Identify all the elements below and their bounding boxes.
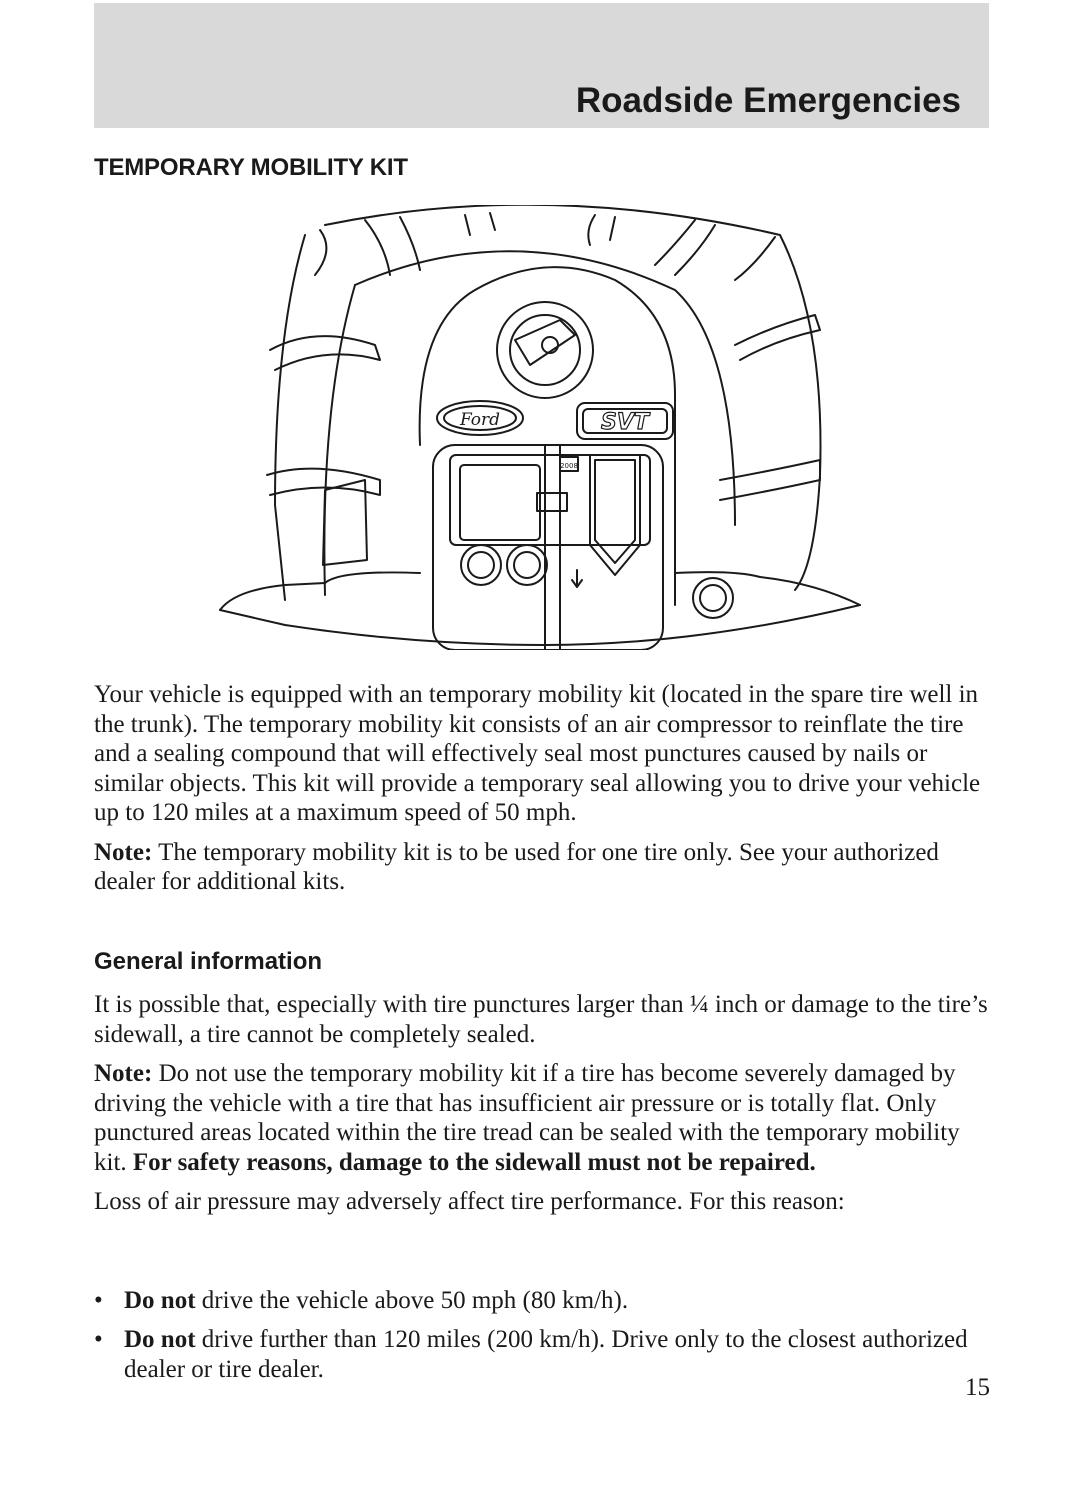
general-note <box>94 1059 994 1177</box>
note-text: The temporary mobility kit is to be used for one tire only. See your authorized dealer for additional kits. <box>94 838 939 895</box>
page-number: 15 <box>965 1374 990 1401</box>
bullet-bold: Do not <box>124 1287 196 1314</box>
general-information-title: General information <box>94 948 323 975</box>
bullet-symbol: • <box>94 1287 103 1314</box>
bullet-text: drive further than 120 miles (200 km/h). Drive only to the closest authorized dealer or tire dealer. <box>124 1326 968 1383</box>
bullet-text: drive the vehicle above 50 mph (80 km/h). <box>195 1287 629 1314</box>
intro-paragraph: Your vehicle is equipped with an temporary mobility kit (located in the spare tire well in the trunk). The temporary mobility kit consists of an air compressor to reinflate the tire and a sealing compound that will effectively seal most punctures caused by nails or similar objects. This kit will provide a temporary seal allowing you to drive your vehicle up to 120 miles at a maximum speed of 50 mph. <box>94 681 981 826</box>
loss-paragraph: Loss of air pressure may adversely affect tire performance. For this reason: <box>94 1188 845 1215</box>
bullet-symbol: • <box>94 1326 103 1353</box>
note-label: Note: <box>94 838 153 866</box>
securing-strap <box>545 445 560 650</box>
wheel-hub <box>420 267 675 605</box>
section-title: TEMPORARY MOBILITY KIT <box>94 154 408 181</box>
bullet-item <box>94 1325 994 1384</box>
note-bold-warning: For safety reasons, damage to the sidewall must not be repaired. <box>132 1148 816 1176</box>
mobility-kit-illustration <box>215 205 865 650</box>
general-section <box>94 990 994 1217</box>
note-text: Do not use the temporary mobility kit if a tire has become severely damaged by driving the vehicle with a tire that has insufficient air pressure or is totally flat. Only punctured areas located within the tire tread can be sealed with the temporary mobility kit. <box>94 1060 960 1176</box>
ford-logo-text: Ford <box>459 410 501 430</box>
strap-tag-text: 2008 <box>560 462 578 470</box>
bullet-item <box>94 1286 994 1316</box>
intro-note <box>94 838 994 897</box>
bullet-bold: Do not <box>124 1326 196 1353</box>
intro-section <box>94 680 994 897</box>
general-paragraph: It is possible that, especially with tire punctures larger than ¼ inch or damage to the tire’s sidewall, a tire cannot be completely sealed. <box>94 991 988 1048</box>
tire-outline <box>325 205 821 590</box>
note-label: Note: <box>94 1060 153 1087</box>
chapter-title: Roadside Emergencies <box>575 81 961 120</box>
header-band <box>94 3 989 128</box>
trunk-floor <box>220 572 420 610</box>
svt-logo-text: SVT <box>601 410 649 435</box>
